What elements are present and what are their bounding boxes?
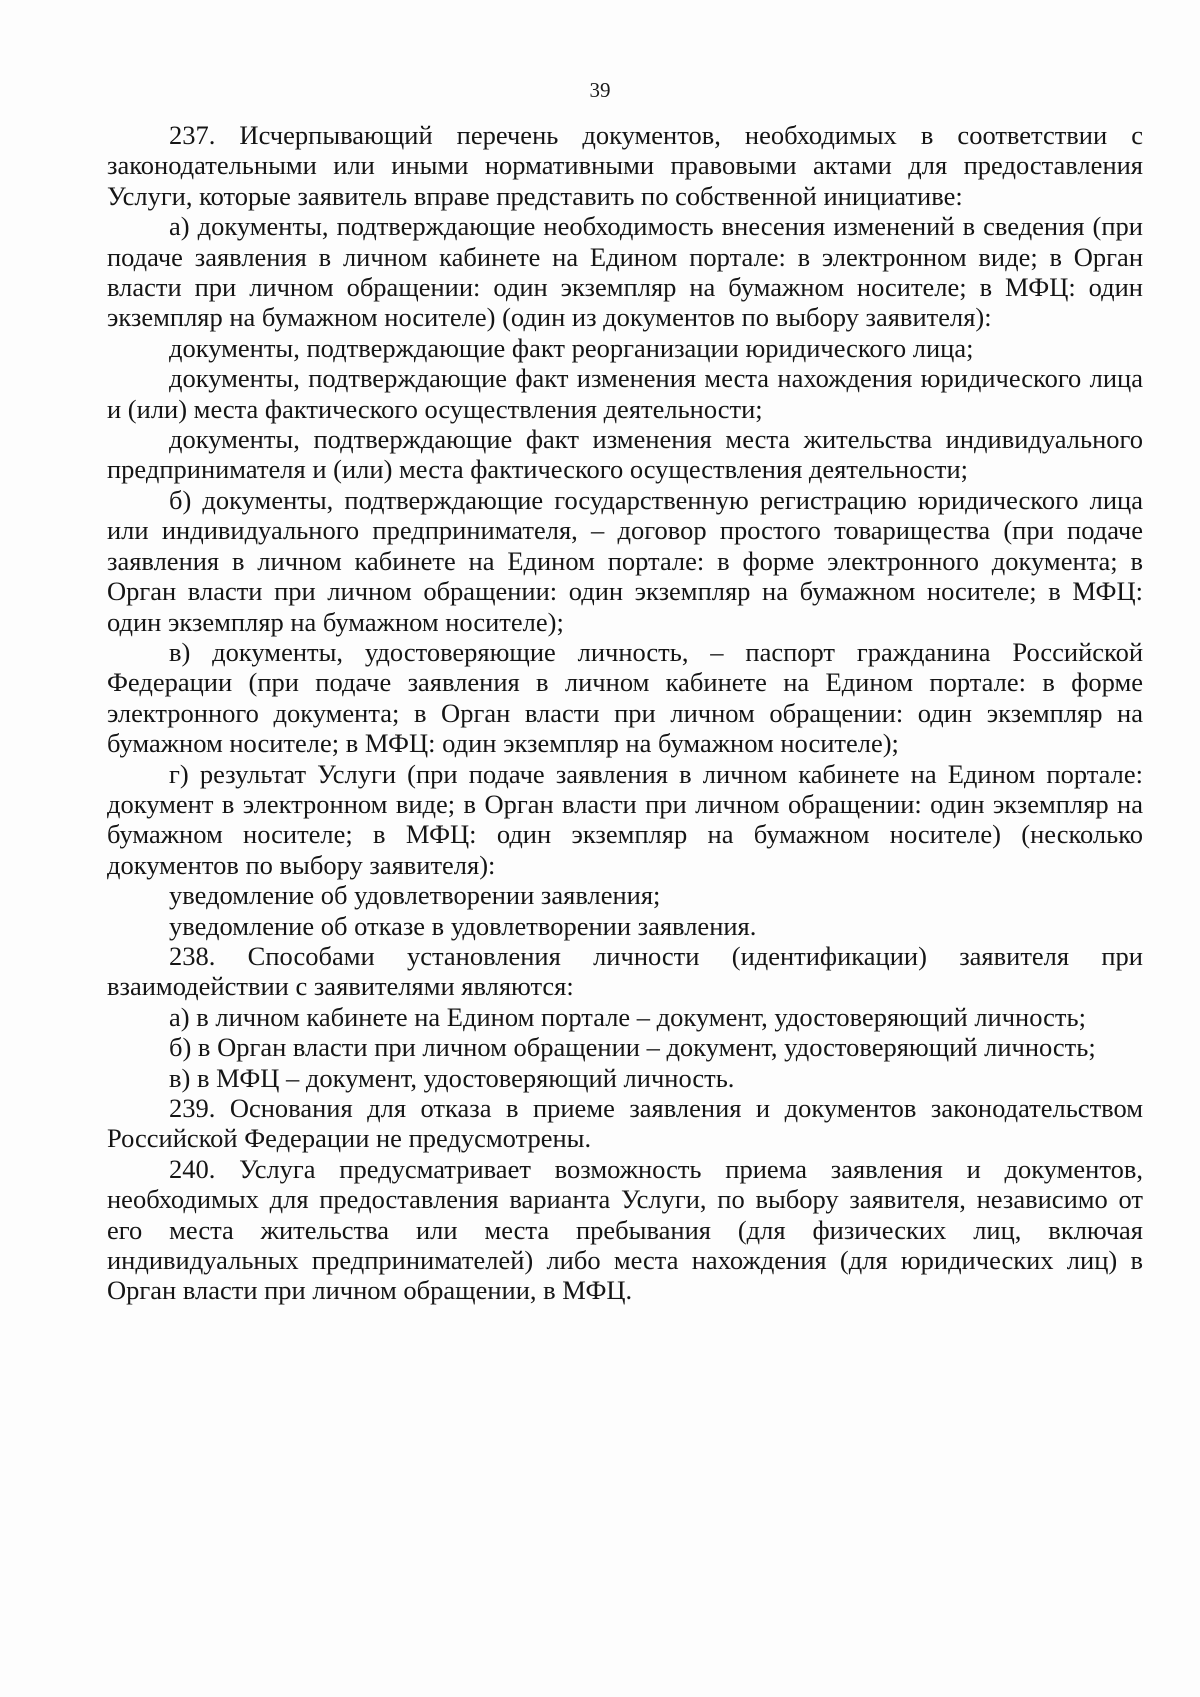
paragraph-237-g: г) результат Услуги (при подаче заявления в личном кабинете на Едином портале: документ в электронном виде; в Орган власти при личном обращении: один экземпляр на бумажном носителе; в МФЦ: один экземпляр на бумажном носителе) (несколько документов по выбору заявителя): bbox=[107, 758, 1143, 880]
paragraph-238-b: б) в Орган власти при личном обращении – документ, удостоверяющий личность; bbox=[169, 1032, 1096, 1063]
paragraph-238-v: в) в МФЦ – документ, удостоверяющий личность. bbox=[169, 1062, 735, 1093]
paragraph-237-a-item-3: документы, подтверждающие факт изменения места жительства индивидуального предпринимателя и (или) места фактического осуществления деятельности; bbox=[107, 424, 1143, 485]
paragraph-237-v: в) документы, удостоверяющие личность, – паспорт гражданина Российской Федерации (при подаче заявления в личном кабинете на Едином портале: в форме электронного документа; в Орган власти при личном обращении: один экземпляр на бумажном носителе; в МФЦ: один экземпляр на бумажном носителе); bbox=[107, 636, 1143, 759]
paragraph-238-a: а) в личном кабинете на Едином портале – документ, удостоверяющий личность; bbox=[169, 1001, 1086, 1032]
paragraph-237-intro: 237. Исчерпывающий перечень документов, необходимых в соответствии с законодательными или иными нормативными правовыми актами для предоставления Услуги, которые заявитель вправе представить по собственной инициативе: bbox=[107, 120, 1143, 211]
document-body bbox=[107, 120, 1143, 1306]
paragraph-237-a-item-1: документы, подтверждающие факт реорганизации юридического лица; bbox=[169, 332, 974, 363]
paragraph-237-a: а) документы, подтверждающие необходимость внесения изменений в сведения (при подаче заявления в личном кабинете на Едином портале: в электронном виде; в Орган власти при личном обращении: один экземпляр на бумажном носителе; в МФЦ: один экземпляр на бумажном носителе) (один из документов по выбору заявителя): bbox=[107, 211, 1143, 333]
paragraph-237-b: б) документы, подтверждающие государственную регистрацию юридического лица или индивидуального предпринимателя, – договор простого товарищества (при подаче заявления в личном кабинете на Едином портале: в форме электронного документа; в Орган власти при личном обращении: один экземпляр на бумажном носителе; в МФЦ: один экземпляр на бумажном носителе); bbox=[107, 484, 1143, 637]
paragraph-237-a-item-2: документы, подтверждающие факт изменения места нахождения юридического лица и (или) места фактического осуществления деятельности; bbox=[107, 363, 1143, 424]
paragraph-237-g-item-1: уведомление об удовлетворении заявления; bbox=[169, 880, 661, 911]
paragraph-240: 240. Услуга предусматривает возможность приема заявления и документов, необходимых для предоставления варианта Услуги, по выбору заявителя, независимо от его места жительства или места пребывания (для физических лиц, включая индивидуальных предпринимателей) либо места нахождения (для юридических лиц) в Орган власти при личном обращении, в МФЦ. bbox=[107, 1153, 1143, 1306]
page-number: 39 bbox=[589, 78, 611, 102]
paragraph-238-intro: 238. Способами установления личности (идентификации) заявителя при взаимодействии с заявителями являются: bbox=[107, 940, 1143, 1002]
paragraph-239: 239. Основания для отказа в приеме заявления и документов законодательством Российской Федерации не предусмотрены. bbox=[107, 1093, 1143, 1154]
paragraph-237-g-item-2: уведомление об отказе в удовлетворении заявления. bbox=[169, 910, 757, 941]
